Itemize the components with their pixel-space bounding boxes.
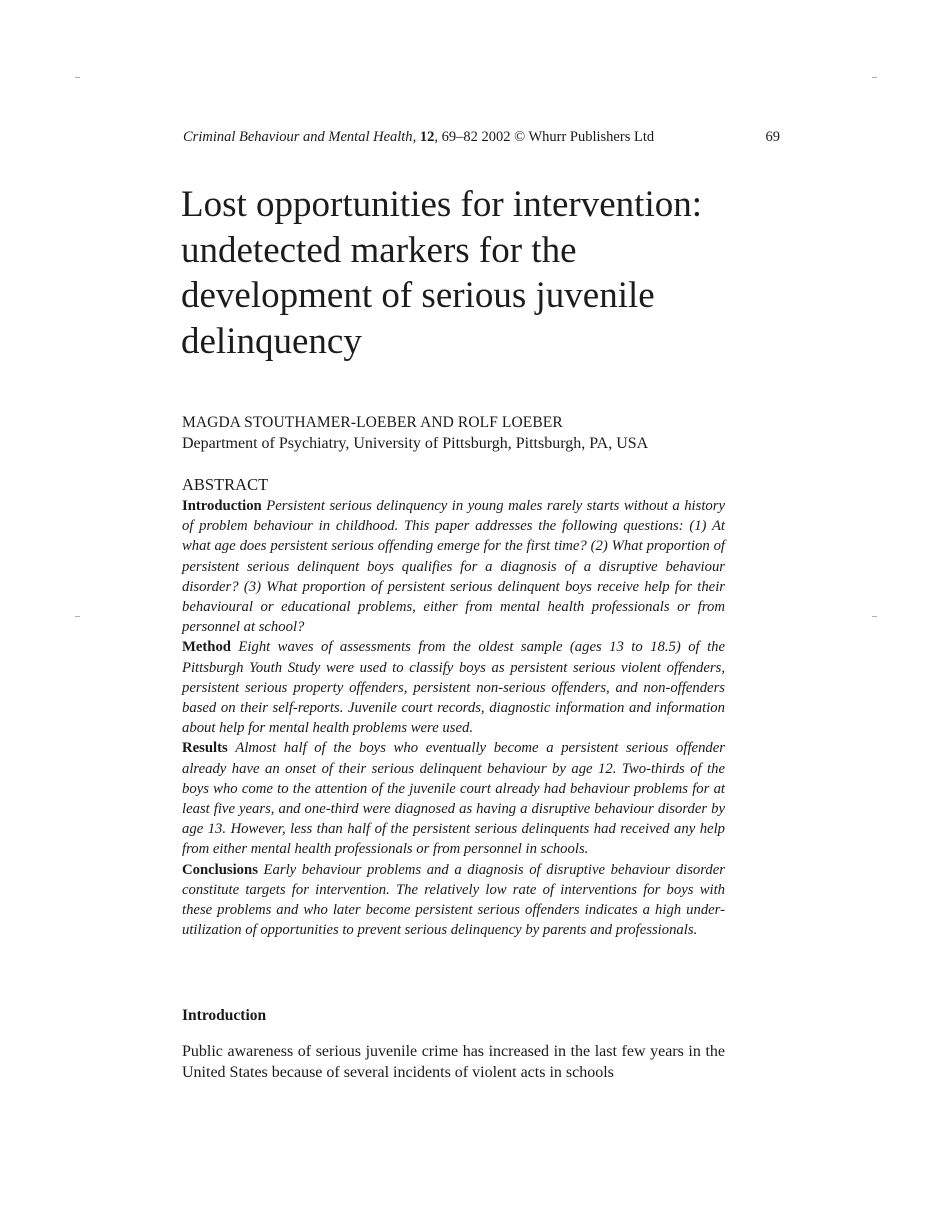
introduction-paragraph: Public awareness of serious juvenile crime has increased in the last few years in the United States because of several incidents of violent acts in schools [182, 1043, 725, 1081]
abstract-label: Results [182, 740, 228, 757]
abstract-label: Method [182, 639, 231, 656]
abstract-heading: ABSTRACT [182, 475, 269, 494]
abstract-section-introduction [182, 496, 725, 637]
crop-mark-top-right [872, 77, 877, 78]
journal-name: Criminal Behaviour and Mental Health [183, 129, 413, 145]
abstract-text: Eight waves of assessments from the oldest sample (ages 13 to 18.5) of the Pittsburgh Youth Study were used to classify boys as persistent serious violent offenders, persistent serious property offenders, persistent non-serious offenders, and non-offenders based on their self-reports. Juvenile court records, diagnostic information and information about help for mental health problems were used. [182, 639, 726, 737]
abstract-section-conclusions [182, 860, 725, 941]
page-number: 69 [765, 129, 780, 145]
abstract-section-results [182, 738, 725, 859]
crop-mark-mid-right [872, 616, 877, 617]
citation-details: , 69–82 2002 © Whurr Publishers Ltd [434, 129, 655, 145]
abstract-text: Persistent serious delinquency in young males rarely starts without a history of problem behaviour in childhood. This paper addresses the following questions: (1) At what age does persistent serious offending emerge for the first time? (2) What proportion of persistent serious delinquent boys qualifies for a diagnosis of a disruptive behaviour disorder? (3) What proportion of persistent serious delinquent boys receive help for their behavioural or educational problems, either from mental health professionals or from personnel at school? [182, 498, 726, 636]
article-title: Lost opportunities for intervention: undetected markers for the development of serious juvenile delinquency [181, 184, 702, 362]
abstract-label: Introduction [182, 498, 262, 514]
abstract-label: Conclusions [182, 861, 258, 878]
crop-mark-top-left [75, 77, 80, 78]
abstract-section-method [182, 637, 725, 738]
abstract-text: Almost half of the boys who eventually become a persistent serious offender already have an onset of their serious delinquent behaviour by age 12. Two-thirds of the boys who come to the attention of the juvenile court already had behaviour problems for at least five years, and one-third were diagnosed as having a disruptive behaviour disorder by age 13. However, less than half of the persistent serious delinquents had received any help from either mental health professionals or from personnel in schools. [182, 740, 725, 858]
abstract-text: Early behaviour problems and a diagnosis of disruptive behaviour disorder constitute targets for intervention. The relatively low rate of interventions for boys with these problems and who later become persistent serious offenders indicates a high under-utilization of opportunities to prevent serious delinquency by parents and professionals. [182, 861, 726, 939]
affiliation: Department of Psychiatry, University of Pittsburgh, Pittsburgh, PA, USA [182, 435, 649, 452]
crop-mark-mid-left [75, 616, 80, 617]
journal-volume: 12 [419, 129, 435, 145]
section-heading-introduction: Introduction [182, 1007, 267, 1024]
authors: MAGDA STOUTHAMER-LOEBER AND ROLF LOEBER [182, 414, 563, 431]
abstract-body [182, 496, 725, 940]
running-header: Criminal Behaviour and Mental Health, 12, 69–82 2002 © Whurr Publishers Ltd 69 [183, 129, 780, 145]
